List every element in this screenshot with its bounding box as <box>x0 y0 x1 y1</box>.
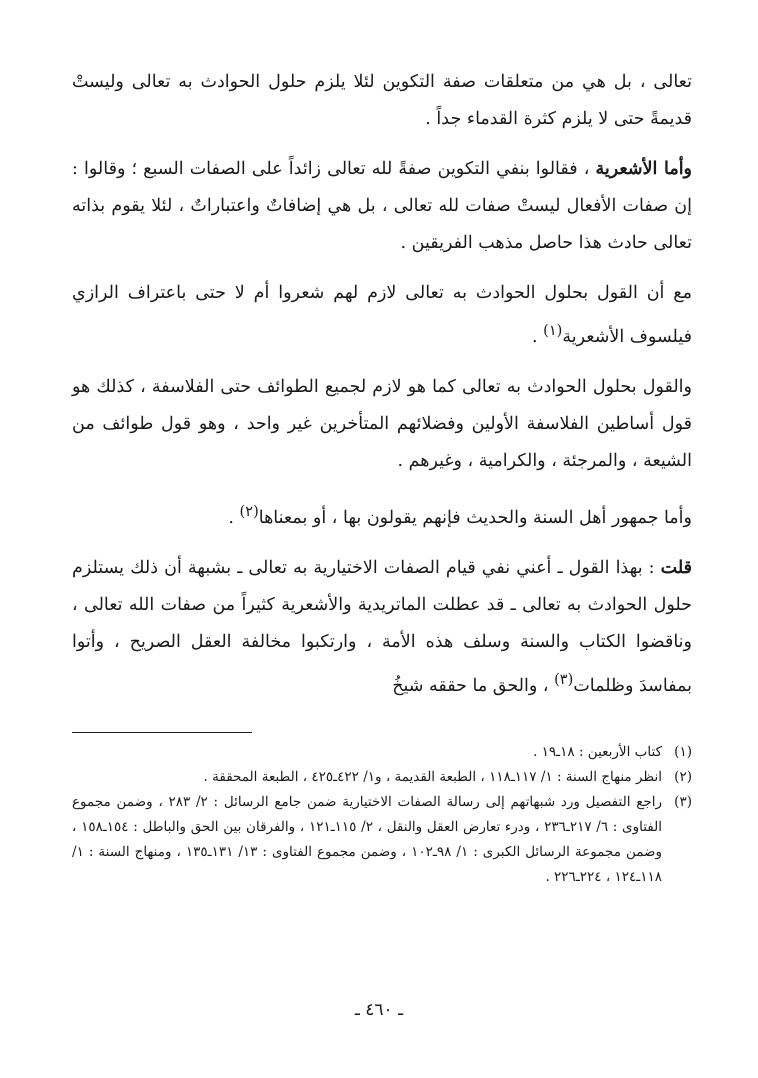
footnote-ref-1[interactable]: (١) <box>543 322 563 339</box>
footnotes <box>72 740 692 890</box>
footnote-text: راجع التفصيل ورد شبهاتهم إلى رسالة الصفات الاختيارية ضمن جامع الرسائل : ٢/ ٢٨٣ ، وضمن مجموع الفتاوى : ٦/ ٢١٧ـ٢٣٦ ، ودرء تعارض العقل والنقل ، ٢/ ١١٥ـ١٢١ ، والفرقان بين الحق والباطل : ١٥٤ـ١٥٨ ، وضمن مجموعة الرسائل الكبرى : ١/ ٩٨ـ١٠٢ ، وضمن مجموع الفتاوى : ١٣/ ١٣١ـ١٣٥ ، ومنهاج السنة : ١/ ١١٨ـ١٢٤ ، ٢٢٤ـ٢٢٦ . <box>72 794 663 885</box>
footnote-number: (١) <box>674 744 692 760</box>
paragraph-2: وأما الأشعرية ، فقالوا بنفي التكوين صفةً لله تعالى زائداً على الصفات السبع ؛ وقالوا : إن صفات الأفعال ليستْ صفات لله تعالى ، بل هي إضافاتٌ واعتباراتٌ ، لئلا يقوم بذاته تعالى حادث هذا حاصل مذهب الفريقين . <box>72 159 693 253</box>
footnote-ref-2[interactable]: (٢) <box>239 502 259 520</box>
footnote-divider <box>72 732 252 733</box>
footnote-number: (٣) <box>674 794 692 810</box>
paragraph-6: قلت : بهذا القول ـ أعني نفي قيام الصفات الاختيارية به تعالى ـ بشبهة أن ذلك يستلزم حلول الحوادث به تعالى ـ قد عطلت الماتريدية والأشعرية كثيراً من صفات الله تعالى ، وناقضوا الكتاب والسنة وسلف هذه الأمة ، وارتكبوا مخالفة العقل الصريح ، وأتوا بمفاسدَ وظلمات$^{(٣)}$ ، والحق ما حققه شيخُ <box>72 557 692 696</box>
footnote-item <box>72 740 692 765</box>
main-text <box>72 64 692 717</box>
footnote-ref-3[interactable]: (٣) <box>554 670 574 688</box>
footnote-number: (٢) <box>674 769 692 785</box>
footnote-item <box>72 790 692 890</box>
page-number: ـ ٤٦٠ ـ <box>354 1000 404 1020</box>
ashariyya-heading: وأما الأشعرية <box>595 159 693 179</box>
paragraph-4: والقول بحلول الحوادث به تعالى كما هو لازم لجميع الطوائف حتى الفلاسفة ، كذلك هو قول أساطين الفلاسفة الأولين وفضلائهم المتأخرين غير واحد ، وهو قول طوائف من الشيعة ، والمرجئة ، والكرامية ، وغيرهم . <box>72 376 692 471</box>
footnote-item <box>72 765 692 790</box>
paragraph-1: تعالى ، بل هي من متعلقات صفة التكوين لئلا يلزم حلول الحوادث به تعالى وليستْ قديمةً حتى لا يلزم كثرة القدماء جداً . <box>72 72 692 129</box>
paragraph-3: مع أن القول بحلول الحوادث به تعالى لازم لهم شعروا أم لا حتى باعتراف الرازي فيلسوف الأشعرية$^{(١)}$ . <box>72 283 692 347</box>
qultu-heading: قلت <box>660 557 692 578</box>
footnote-text: كتاب الأربعين : ١٨ـ١٩ . <box>533 744 662 760</box>
footnote-text: انظر منهاج السنة : ١/ ١١٧ـ١١٨ ، الطبعة القديمة ، و١/ ٤٢٢ـ٤٢٥ ، الطبعة المحققة . <box>203 769 662 785</box>
paragraph-5: وأما جمهور أهل السنة والحديث فإنهم يقولون بها ، أو بمعناها$^{(٢)}$ . <box>228 502 692 528</box>
